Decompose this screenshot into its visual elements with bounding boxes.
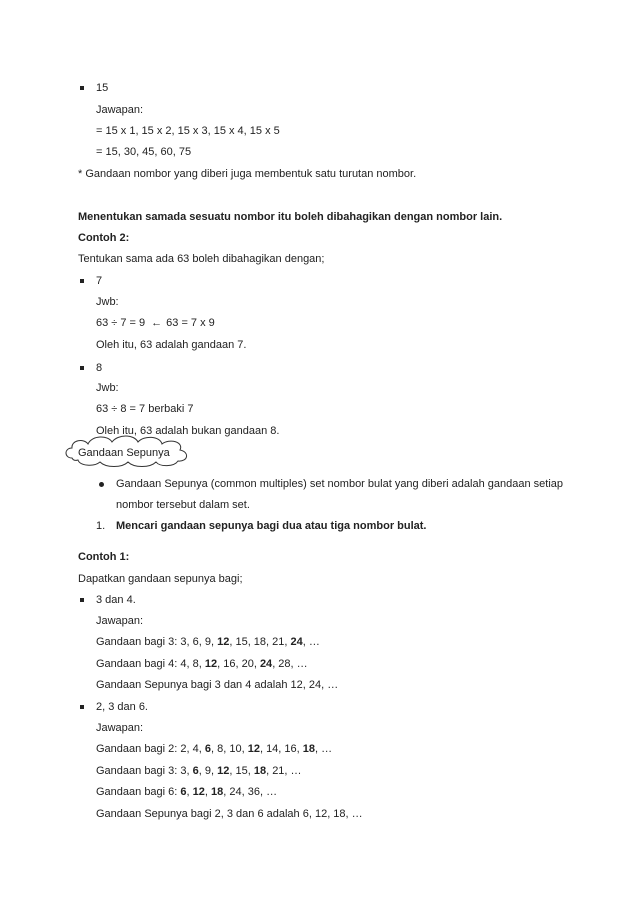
- bold-number: 12: [217, 636, 230, 648]
- text-segment: , 9,: [198, 765, 218, 777]
- numbered-text: Mencari gandaan sepunya bagi dua atau tiga nombor bulat.: [116, 520, 427, 532]
- bold-number: 6: [204, 743, 211, 755]
- bullet-text: Gandaan Sepunya (common multiples) set nombor bulat yang diberi adalah gandaan setiap: [116, 478, 564, 490]
- bold-number: 12: [204, 658, 218, 670]
- bullet-square-icon: [80, 705, 84, 709]
- list-item-15: 15: [96, 82, 109, 94]
- bold-number: 12: [217, 765, 230, 777]
- calc-left: 63 ÷ 7 = 9: [96, 317, 146, 329]
- calc-line: [96, 316, 215, 330]
- numbered-index: 1.: [96, 520, 106, 532]
- text-segment: , 8, 10,: [211, 743, 248, 755]
- text-segment: , 15,: [229, 765, 254, 777]
- text-segment: Gandaan bagi 3: 3, 6, 9,: [96, 636, 218, 648]
- multiples-line: [96, 742, 332, 756]
- bullet-square-icon: [80, 598, 84, 602]
- text-segment: , …: [315, 743, 333, 755]
- bold-number: 6: [192, 765, 199, 777]
- bullet-square-icon: [80, 279, 84, 283]
- multiples-line: [96, 635, 320, 649]
- list-item-2-3-dan-6: 2, 3 dan 6.: [96, 701, 148, 713]
- calc-line: = 15, 30, 45, 60, 75: [96, 146, 192, 158]
- bold-number: 12: [192, 786, 205, 798]
- text-segment: Gandaan bagi 4: 4, 8,: [96, 658, 205, 670]
- text-segment: Gandaan bagi 2: 2, 4,: [96, 743, 205, 755]
- bullet-square-icon: [80, 86, 84, 90]
- bullet-text: nombor tersebut dalam set.: [116, 499, 250, 511]
- example-title: Contoh 2:: [78, 232, 130, 244]
- calc-line: = 15 x 1, 15 x 2, 15 x 3, 15 x 4, 15 x 5: [96, 125, 280, 137]
- jawapan-label: Jawapan:: [96, 722, 144, 734]
- bullet-dot-icon: [99, 482, 104, 487]
- jwb-label: Jwb:: [96, 382, 119, 394]
- text-segment: ,: [204, 786, 212, 798]
- left-arrow-icon: ←: [151, 317, 163, 329]
- result-line: Gandaan Sepunya bagi 2, 3 dan 6 adalah 6, 12, 18, …: [96, 808, 363, 820]
- bold-number: 24: [290, 636, 303, 648]
- bold-number: 6: [180, 786, 187, 798]
- bold-number: 18: [211, 786, 224, 798]
- list-item-8: 8: [96, 362, 103, 374]
- calc-right: 63 = 7 x 9: [166, 317, 215, 329]
- intro-text: Dapatkan gandaan sepunya bagi;: [78, 573, 243, 585]
- text-segment: , 24, 36, …: [223, 786, 278, 798]
- calc-line: 63 ÷ 8 = 7 berbaki 7: [96, 403, 194, 415]
- conclusion-text: Oleh itu, 63 adalah gandaan 7.: [96, 339, 247, 351]
- list-item-3-dan-4: 3 dan 4.: [96, 594, 136, 606]
- jwb-label: Jwb:: [96, 296, 119, 308]
- bullet-square-icon: [80, 366, 84, 370]
- example-title: Contoh 1:: [78, 551, 130, 563]
- intro-text: Tentukan sama ada 63 boleh dibahagikan dengan;: [78, 253, 325, 265]
- text-segment: , 14, 16,: [259, 743, 303, 755]
- bold-number: 12: [247, 743, 260, 755]
- text-segment: , 21, …: [266, 765, 302, 777]
- bold-number: 18: [302, 743, 316, 755]
- text-segment: , 28, …: [272, 658, 308, 670]
- text-segment: ,: [186, 786, 193, 798]
- result-line: Gandaan Sepunya bagi 3 dan 4 adalah 12, 24, …: [96, 679, 339, 691]
- note-text: * Gandaan nombor yang diberi juga membentuk satu turutan nombor.: [78, 168, 417, 180]
- conclusion-text: Oleh itu, 63 adalah bukan gandaan 8.: [96, 425, 280, 437]
- jawapan-label: Jawapan:: [96, 104, 144, 116]
- text-segment: , 15, 18, 21,: [229, 636, 291, 648]
- jawapan-label: Jawapan:: [96, 615, 144, 627]
- multiples-line: [96, 764, 302, 778]
- list-item-7: 7: [96, 275, 103, 287]
- multiples-line: [96, 785, 277, 799]
- bold-number: 24: [259, 658, 273, 670]
- multiples-line: [96, 657, 308, 671]
- cloud-label: Gandaan Sepunya: [78, 447, 170, 459]
- bold-number: 18: [253, 765, 267, 777]
- text-segment: Gandaan bagi 6:: [96, 786, 181, 798]
- section-heading: Menentukan samada sesuatu nombor itu boleh dibahagikan dengan nombor lain.: [78, 211, 503, 223]
- text-segment: Gandaan bagi 3: 3,: [96, 765, 193, 777]
- text-segment: , 16, 20,: [217, 658, 260, 670]
- text-segment: , …: [302, 636, 320, 648]
